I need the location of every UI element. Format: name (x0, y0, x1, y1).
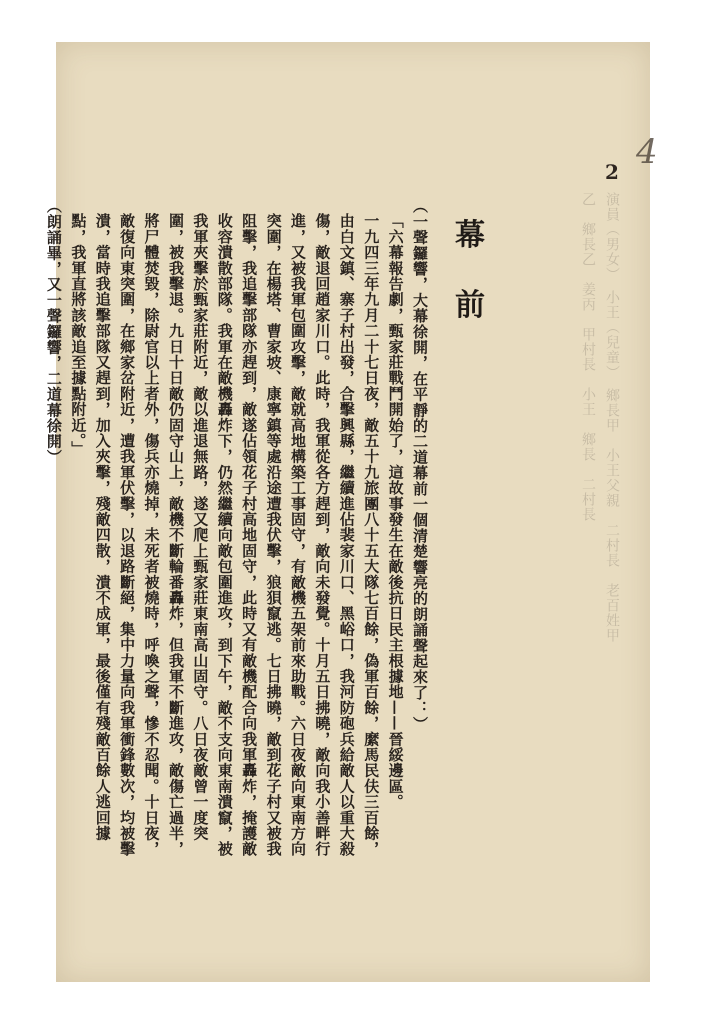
page-number: 2 (605, 160, 619, 184)
narration-intro: 「六幕報告劇，甄家莊戰鬥開始了，這故事發生在敵後抗日民主根據地——晉綏邊區。 (386, 213, 405, 810)
bleed-through-text: 演員（男女） 小王（兒童） 鄉長甲 小王父親 二村長 老百姓甲乙 鄉長乙 姜丙 甲村長 小王 鄉長 二村長 (580, 192, 620, 643)
narration-main: 一九四三年九月二十七日夜，敵五十九旅團八十五大隊七百餘，偽軍百餘，縻馬民伕三百餘，由白文鎮、寨子村出發，合擊興縣，繼續進佔裴家川口、黑峪口，我河防砲兵給敵人以重大殺傷，敵退回趙家川口。此時，我軍從各方趕到，敵向未發覺。十月五日拂曉，敵向我小善畔行進，又被我軍包圍攻擊，敵就高地構築工事固守，有敵機五架前來助戰。六日夜敵向東南方向突圍，在楊塔、曹家坡、康寧鎮等處沿途遭我伏擊，狼狽竄逃。七日拂曉，敵到花子村又被我阻擊，我追擊部隊亦趕到，敵遂佔領花子村高地固守，此時又有敵機配合向我軍轟炸，掩護敵收容潰散部隊。我軍在敵機轟炸下，仍然繼續向敵包圍進攻，到下午，敵不支向東南潰竄，被我軍夾擊於甄家莊附近，敵以進退無路，遂又爬上甄家莊東南高山固守。八日夜敵曾一度突圍，被我擊退。九日十日敵仍固守山上，敵機不斷輪番轟炸，但我軍不斷進攻，敵傷亡過半，將尸體焚毀，除尉官以上者外，傷兵亦燒掉，未死者被燒時，呼喚之聲，慘不忍聞。十日夜，敵復向東突圍，在鄉家岔附近，遭我軍伏擊，以退路斷絕，集中力量向我軍衝鋒數次，均被擊潰，當時我追擊部隊又趕到，加入夾擊，殘敵四散，潰不成軍，最後僅有殘敵百餘人逃回據點，我軍直將該敵追至據點附近。」 (69, 213, 381, 857)
title-character-2: 前 (455, 288, 485, 323)
stage-direction-closing: （朗誦畢，又一聲鑼響，二道幕徐開） (44, 198, 63, 465)
handwritten-mark: 4 (636, 132, 658, 172)
stage-direction-opening: （一聲鑼響，大幕徐開，在平靜的二道幕前一個清楚響亮的朗誦聲起來了：） (411, 198, 429, 732)
vertical-text-body (44, 198, 432, 858)
title-character-1: 幕 (455, 218, 485, 253)
